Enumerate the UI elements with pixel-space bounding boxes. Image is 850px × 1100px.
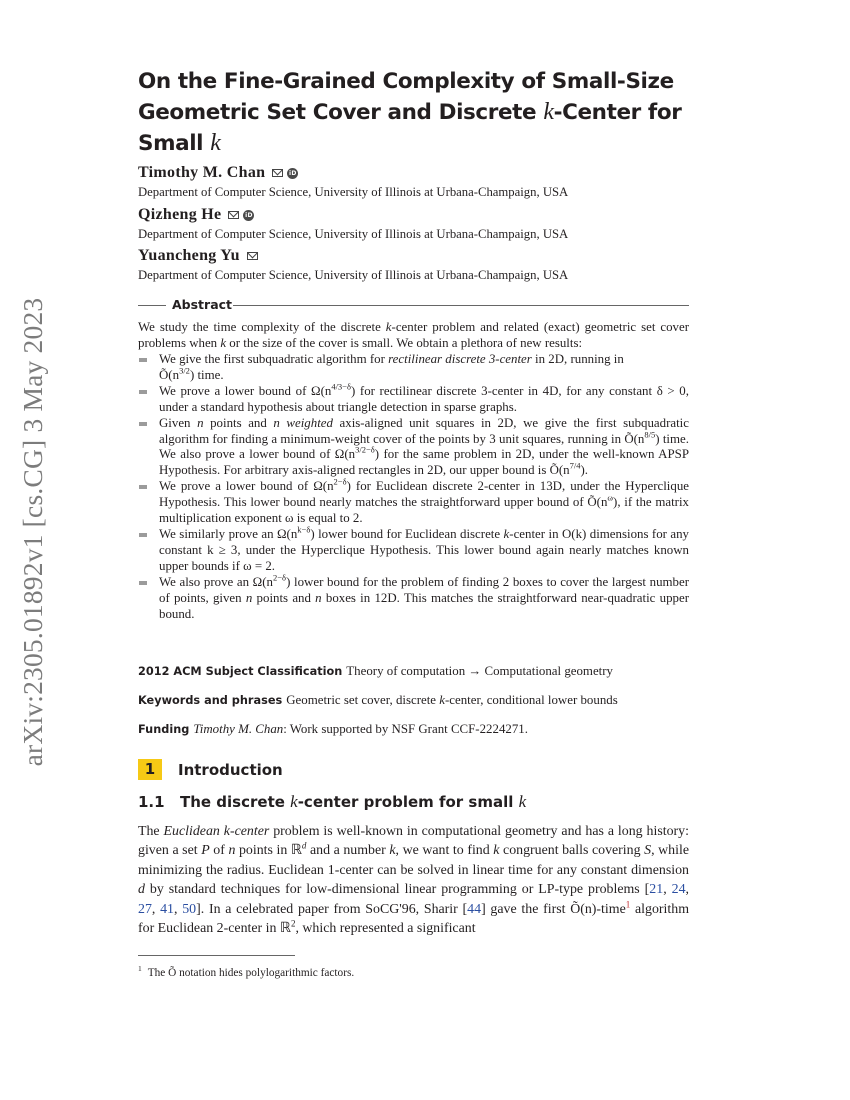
footnote-rule — [138, 955, 295, 956]
email-icon[interactable] — [272, 169, 283, 177]
citation-link[interactable]: 21 — [649, 882, 664, 898]
list-item: We similarly prove an $\Omega(n^{k-\delta})$ lower bound for Euclidean discrete k-center in O(k) dimensions for any constant k ≥ 3, under the Hyperclique Hypothesis. This lower bound again nearly matches known upper bounds if ω = 2. — [138, 527, 689, 575]
section-heading: 1 Introduction — [138, 759, 283, 780]
citation-link[interactable]: 41 — [160, 901, 174, 917]
author-affiliation: Department of Computer Science, University of Illinois at Urbana-Champaign, USA — [138, 268, 569, 282]
keywords: Keywords and phrases Geometric set cover, discrete k-center, conditional lower bounds — [138, 693, 618, 707]
funding: Funding Timothy M. Chan: Work supported by NSF Grant CCF-2224271. — [138, 722, 528, 736]
author-name: Yuancheng Yu — [138, 247, 258, 265]
citation-link[interactable]: 50 — [182, 901, 197, 917]
subsection-heading: 1.1 The discrete k-center problem for small k — [138, 792, 527, 811]
footnote-marker[interactable]: 1 — [625, 899, 631, 909]
author-affiliation: Department of Computer Science, University of Illinois at Urbana-Champaign, USA — [138, 185, 569, 199]
citation-link[interactable]: 24 — [671, 882, 686, 898]
paper-title: On the Fine-Grained Complexity of Small-Size Geometric Set Cover and Discrete k-Center for Small k — [138, 69, 682, 156]
list-item: We prove a lower bound of $\Omega(n^{4/3-\delta})$ for rectilinear discrete 3-center in 4D, for any constant δ > 0, under a standard hypothesis about triangle detection in sparse graphs. — [138, 384, 689, 416]
orcid-icon[interactable]: iD — [245, 211, 253, 219]
email-icon[interactable] — [247, 252, 258, 260]
list-item: We give the first subquadratic algorithm for rectilinear discrete 3-center in 2D, running in $Õ(n^{3/2})$ time. — [138, 352, 689, 384]
acm-classification: 2012 ACM Subject Classification Theory of computation → Computational geometry — [138, 664, 614, 678]
abstract-intro: We study the time complexity of the discrete k-center problem and related (exact) geometric set cover problems when k or the size of the cover is small. We obtain a plethora of new results: — [138, 320, 690, 350]
list-item: We prove a lower bound of $\Omega(n^{2-\delta})$ for Euclidean discrete 2-center in 13D, under the Hyperclique Hypothesis. This lower bound nearly matches the straightforward upper bound of $Õ(n^\omega)$, if the matrix multiplication exponent ω is equal to 2. — [138, 479, 689, 527]
arxiv-stamp: arXiv:2305.01892v1 [cs.CG] 3 May 2023 — [17, 297, 48, 767]
email-icon[interactable] — [228, 211, 239, 219]
author-name: Timothy M. Chan iD — [138, 164, 297, 181]
body-paragraph: The Euclidean k-center problem is well-known in computational geometry and has a long history: given a set P of n points in ℝ$^d$ and a number k, we want to find k congruent balls covering S, while minimizing the radius. Euclidean 1-center can be solved in linear time for any constant dimension d by standard techniques for low-dimensional linear programming or LP-type problems [21, 24, 27, 41, 50]. In a celebrated paper from SoCG'96, Sharir [44] gave the first Õ(n)-time$^1$ algorithm for Euclidean 2-center in ℝ$^2$, which represented a significant — [138, 824, 690, 937]
footnote: $^1$ The Õ notation hides polylogarithmic factors. — [138, 964, 355, 979]
results-list — [138, 352, 689, 622]
author-affiliation: Department of Computer Science, University of Illinois at Urbana-Champaign, USA — [138, 227, 569, 241]
orcid-icon[interactable]: iD — [289, 169, 297, 177]
citation-link[interactable]: 27 — [138, 901, 152, 917]
author-name: Qizheng He iD — [138, 206, 253, 223]
list-item: We also prove an $\Omega(n^{2-\delta})$ lower bound for the problem of finding 2 boxes to cover the largest number of points, given n points and n boxes in 12D. This matches the straightforward near-quadratic upper bound. — [138, 575, 689, 623]
citation-link[interactable]: 44 — [467, 901, 482, 917]
abstract-heading: Abstract — [138, 298, 689, 314]
list-item: Given n points and n weighted axis-aligned unit squares in 2D, we give the first subquadratic algorithm for finding a minimum-weight cover of the points by 3 unit squares, running in $Õ(n^{8/5})$ time. We also prove a lower bound of $\Omega(n^{3/2-\delta})$ for the same problem in 2D, under the well-known APSP Hypothesis. For arbitrary axis-aligned rectangles in 2D, our upper bound is $Õ(n^{7/4})$. — [138, 416, 689, 480]
